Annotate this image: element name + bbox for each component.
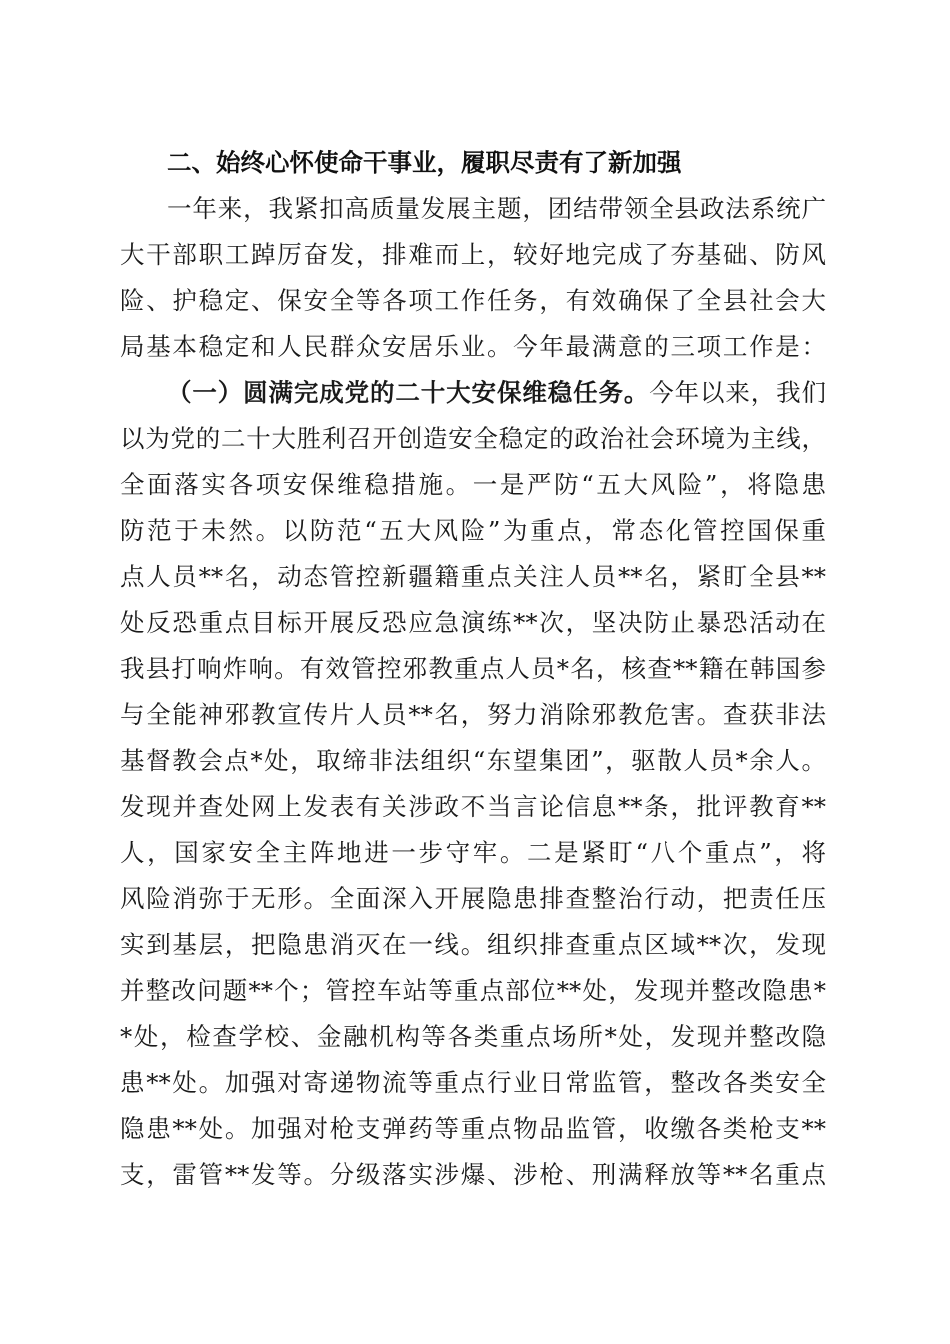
paragraph-line: 局基本稳定和人民群众安居乐业。今年最满意的三项工作是： [120,332,826,361]
paragraph-line: *处，检查学校、金融机构等各类重点场所*处，发现并整改隐 [120,1022,826,1051]
paragraph-line: 与全能神邪教宣传片人员**名，努力消除邪教危害。查获非法 [120,700,826,729]
paragraph-line: 发现并查处网上发表有关涉政不当言论信息**条，批评教育** [120,792,826,821]
subsection-title: （一）圆满完成党的二十大安保维稳任务。 [167,378,650,407]
section-heading: 二、始终心怀使命干事业，履职尽责有了新加强 [167,148,682,177]
paragraph-line: 并整改问题**个；管控车站等重点部位**处，发现并整改隐患* [120,976,826,1005]
paragraph-line: 支，雷管**发等。分级落实涉爆、涉枪、刑满释放等**名重点 [120,1160,826,1189]
paragraph-line: 大干部职工踔厉奋发，排难而上，较好地完成了夯基础、防风 [120,240,826,269]
paragraph-line: 风险消弥于无形。全面深入开展隐患排查整治行动，把责任压 [120,884,826,913]
paragraph-line: 全面落实各项安保维稳措施。一是严防“五大风险”，将隐患 [120,470,826,499]
paragraph-line-first [167,370,826,416]
paragraph-line: 以为党的二十大胜利召开创造安全稳定的政治社会环境为主线， [120,424,826,453]
paragraph-line: 处反恐重点目标开展反恐应急演练**次，坚决防止暴恐活动在 [120,608,826,637]
paragraph-line: 基督教会点*处，取缔非法组织“东望集团”，驱散人员*余人。 [120,746,826,775]
paragraph-line: 点人员**名，动态管控新疆籍重点关注人员**名，紧盯全县** [120,562,826,591]
paragraph-text: 今年以来，我们 [649,378,826,407]
paragraph-line: 人，国家安全主阵地进一步守牢。二是紧盯“八个重点”，将 [120,838,826,867]
paragraph-line: 一年来，我紧扣高质量发展主题，团结带领全县政法系统广 [167,194,826,223]
paragraph-line: 患**处。加强对寄递物流等重点行业日常监管，整改各类安全 [120,1068,826,1097]
paragraph-line: 险、护稳定、保安全等各项工作任务，有效确保了全县社会大 [120,286,826,315]
paragraph-line: 我县打响炸响。有效管控邪教重点人员*名，核查**籍在韩国参 [120,654,826,683]
paragraph-line: 隐患**处。加强对枪支弹药等重点物品监管，收缴各类枪支** [120,1114,826,1143]
paragraph-line: 防范于未然。以防范“五大风险”为重点，常态化管控国保重 [120,516,826,545]
paragraph-line: 实到基层，把隐患消灭在一线。组织排查重点区域**次，发现 [120,930,826,959]
